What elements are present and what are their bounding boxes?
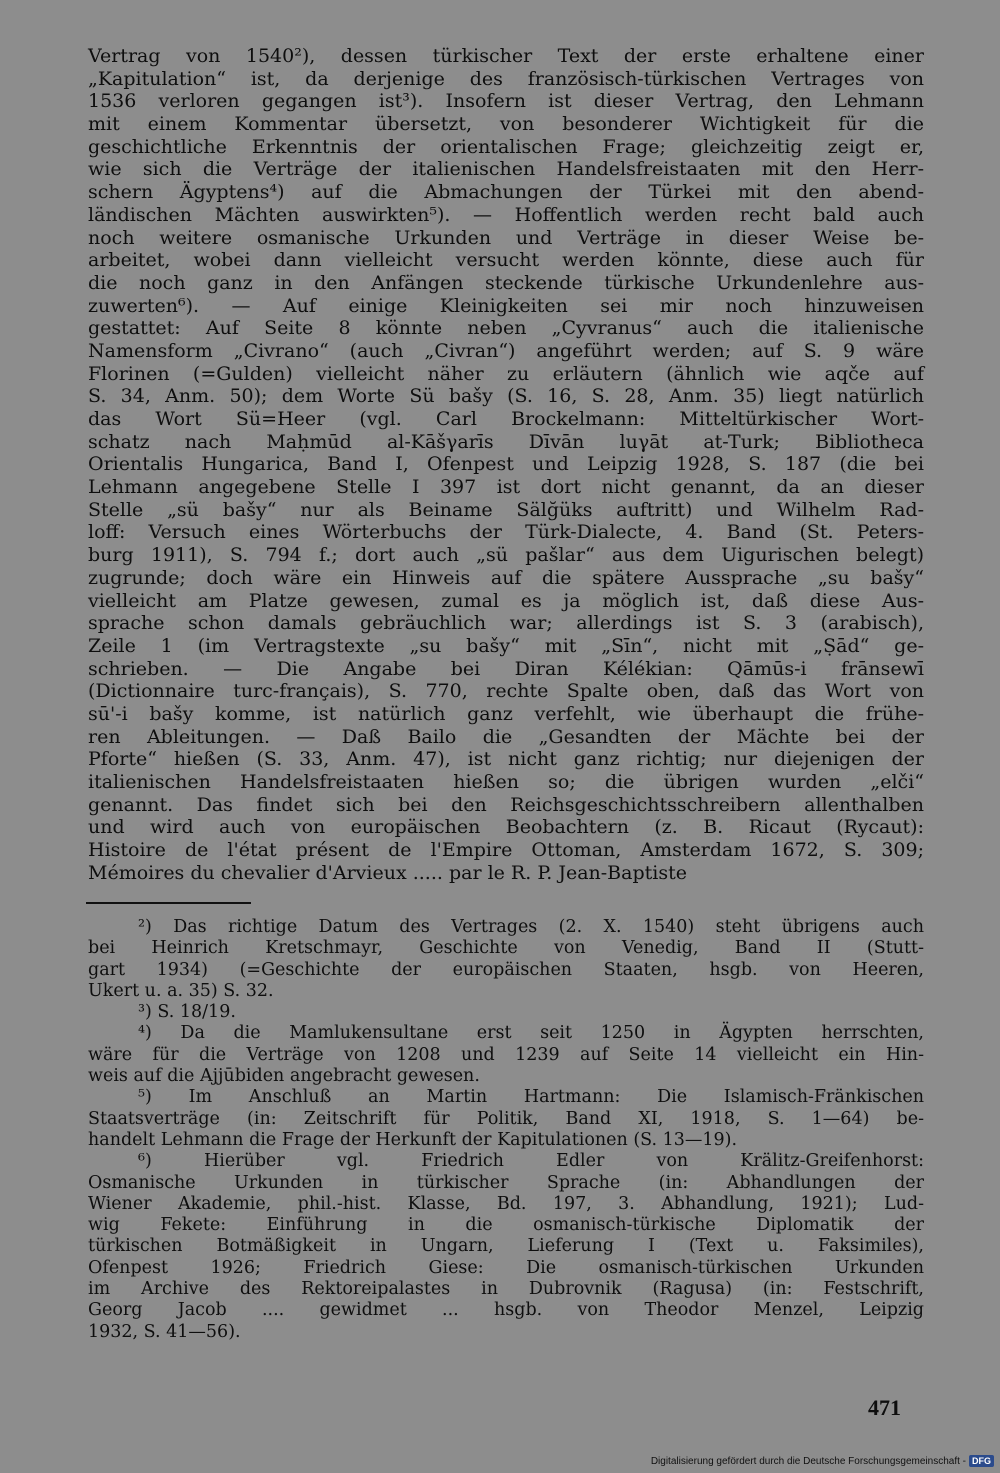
text-line: Mémoires du chevalier d'Arvieux ..... par le R. P. Jean-Baptiste [88,861,687,884]
text-line: sū'-i bašy komme, ist natürlich ganz verfehlt, wie überhaupt die frühe- [88,702,924,725]
footnote-line: ²) Das richtige Datum des Vertrages (2. X. 1540) steht übrigens auch [138,917,924,937]
page-number: 471 [868,1395,901,1420]
text-line: Zeile 1 (im Vertragstexte „su bašy“ mit „Sīn“, nicht mit „Ṣād“ ge- [88,634,924,657]
text-line: Pforte“ hießen (S. 33, Anm. 47), ist nicht ganz richtig; nur diejenigen der [88,748,924,771]
text-line: vielleicht am Platze gewesen, zumal es ja möglich ist, daß diese Aus- [88,589,924,612]
text-line: „Kapitulation“ ist, da derjenige des französisch-türkischen Vertrages von [88,67,924,90]
text-line: das Wort Sü=Heer (vgl. Carl Brockelmann: Mitteltürkischer Wort- [88,408,924,430]
text-line: sprache schon damals gebräuchlich war; allerdings ist S. 3 (arabisch), [88,612,924,635]
credit-text: Digitalisierung gefördert durch die Deutsche Forschungsgemeinschaft - [650,1455,966,1467]
footnote-line: ⁴) Da die Mamlukensultane erst seit 1250 in Ägypten herrschten, [138,1023,924,1044]
footnote [88,1023,924,1087]
text-line: noch weitere osmanische Urkunden und Verträge in dieser Weise be- [88,226,924,249]
footnote-line: handelt Lehmann die Frage der Herkunft der Kapitulationen (S. 13—19). [88,1129,738,1150]
text-line: arbeitet, wobei dann vielleicht versucht werden könnte, diese auch für [88,249,924,272]
text-line: Lehmann angegebene Stelle I 397 ist dort nicht genannt, da an dieser [88,476,924,499]
text-line: genannt. Das findet sich bei den Reichsgeschichtsschreibern allenthalben [88,793,924,816]
text-line: italienischen Handelsfreistaaten hießen so; die übrigen wurden „elči“ [88,771,924,793]
footnote-line: Ofenpest 1926; Friedrich Giese: Die osmanisch-türkischen Urkunden [88,1257,924,1278]
dfg-logo: DFG [969,1455,994,1467]
footnote-line: im Archive des Rektoreipalastes in Dubrovnik (Ragusa) (in: Festschrift, [88,1279,924,1300]
text-line: mit einem Kommentar übersetzt, von besonderer Wichtigkeit für die [88,113,924,136]
footnote-line: wig Fekete: Einführung in die osmanisch-türkische Diplomatik der [88,1215,924,1236]
text-line: loff: Versuch eines Wörterbuchs der Türk-Dialecte, 4. Band (St. Peters- [88,521,924,544]
text-line: und wird auch von europäischen Beobachtern (z. B. Ricaut (Rycaut): [88,816,924,839]
text-line: Vertrag von 1540²), dessen türkischer Text der erste erhaltene einer [88,45,924,67]
text-line: burg 1911), S. 794 f.; dort auch „sü pašlar“ aus dem Uigurischen belegt) [88,544,924,567]
text-line: die noch ganz in den Anfängen steckende türkische Urkundenlehre aus- [88,271,924,294]
text-line: wie sich die Verträge der italienischen Handelsfreistaaten mit den Herr- [88,158,924,181]
footnote-line: weis auf die Ajjūbiden angebracht gewesen. [88,1066,480,1087]
text-line: Namensform „Civrano“ (auch „Civran“) angeführt werden; auf S. 9 wäre [88,339,924,362]
footnote-line: türkischen Botmäßigkeit in Ungarn, Lieferung I (Text u. Faksimiles), [88,1236,924,1257]
footnote [88,1002,924,1023]
text-line: Histoire de l'état présent de l'Empire Ottoman, Amsterdam 1672, S. 309; [88,839,924,862]
text-line: 1536 verloren gegangen ist³). Insofern ist dieser Vertrag, den Lehmann [88,90,924,113]
footnote-line: wäre für die Verträge von 1208 und 1239 auf Seite 14 vielleicht ein Hin- [88,1044,924,1065]
footnote [88,917,924,1002]
footnote [88,1087,924,1151]
text-line: Orientalis Hungarica, Band I, Ofenpest und Leipzig 1928, S. 187 (die bei [88,453,924,476]
footnote-line: Ukert u. a. 35) S. 32. [88,980,274,1001]
footnote-line: Staatsverträge (in: Zeitschrift für Politik, Band XI, 1918, S. 1—64) be- [88,1108,924,1129]
footnote-line: ³) S. 18/19. [138,1002,236,1023]
main-text [88,45,924,884]
text-line: schrieben. — Die Angabe bei Diran Kélékian: Qāmūs-i frānsewī [88,657,924,680]
footnote-line: Georg Jacob .... gewidmet ... hsgb. von Theodor Menzel, Leipzig [88,1300,924,1321]
text-line: Stelle „sü bašy“ nur als Beiname Sälğüks auftritt) und Wilhelm Rad- [88,498,924,521]
text-line: zugrunde; doch wäre ein Hinweis auf die spätere Aussprache „su bašy“ [88,566,924,589]
text-line: geschichtliche Erkenntnis der orientalischen Frage; gleichzeitig zeigt er, [88,135,924,158]
text-line: ren Ableitungen. — Daß Bailo die „Gesandten der Mächte bei der [88,725,924,748]
footnote [88,1151,924,1343]
text-line: (Dictionnaire turc-français), S. 770, rechte Spalte oben, daß das Wort von [88,680,924,703]
text-line: gestattet: Auf Seite 8 könnte neben „Cyvranus“ auch die italienische [88,317,924,340]
footnotes [88,917,924,1343]
footnote-line: Osmanische Urkunden in türkischer Sprache (in: Abhandlungen der [88,1172,924,1193]
text-line: zuwerten⁶). — Auf einige Kleinigkeiten sei mir noch hinzuweisen [88,294,924,317]
footnote-line: gart 1934) (=Geschichte der europäischen Staaten, hsgb. von Heeren, [88,959,924,980]
footnote-line: bei Heinrich Kretschmayr, Geschichte von Venedig, Band II (Stutt- [88,938,924,959]
text-line: S. 34, Anm. 50); dem Worte Sü bašy (S. 16, S. 28, Anm. 35) liegt natürlich [88,385,924,408]
text-line: schern Ägyptens⁴) auf die Abmachungen der Türkei mit den abend- [88,181,924,204]
footnote-line: Wiener Akademie, phil.-hist. Klasse, Bd. 197, 3. Abhandlung, 1921); Lud- [88,1193,924,1214]
footnote-line: ⁵) Im Anschluß an Martin Hartmann: Die Islamisch-Fränkischen [138,1087,924,1108]
footnote-line: ⁶) Hierüber vgl. Friedrich Edler von Krälitz-Greifenhorst: [138,1151,924,1172]
footnote-rule [86,902,251,904]
digitization-credit [651,1455,994,1467]
text-line: ländischen Mächten auswirkten⁵). — Hoffentlich werden recht bald auch [88,203,924,226]
footnote-line: 1932, S. 41—56). [88,1321,241,1342]
text-line: schatz nach Maḥmūd al-Kāšγarīs Dīvān luγāt at-Turk; Bibliotheca [88,430,924,453]
text-line: Florinen (=Gulden) vielleicht näher zu erläutern (ähnlich wie aqče auf [88,362,924,385]
